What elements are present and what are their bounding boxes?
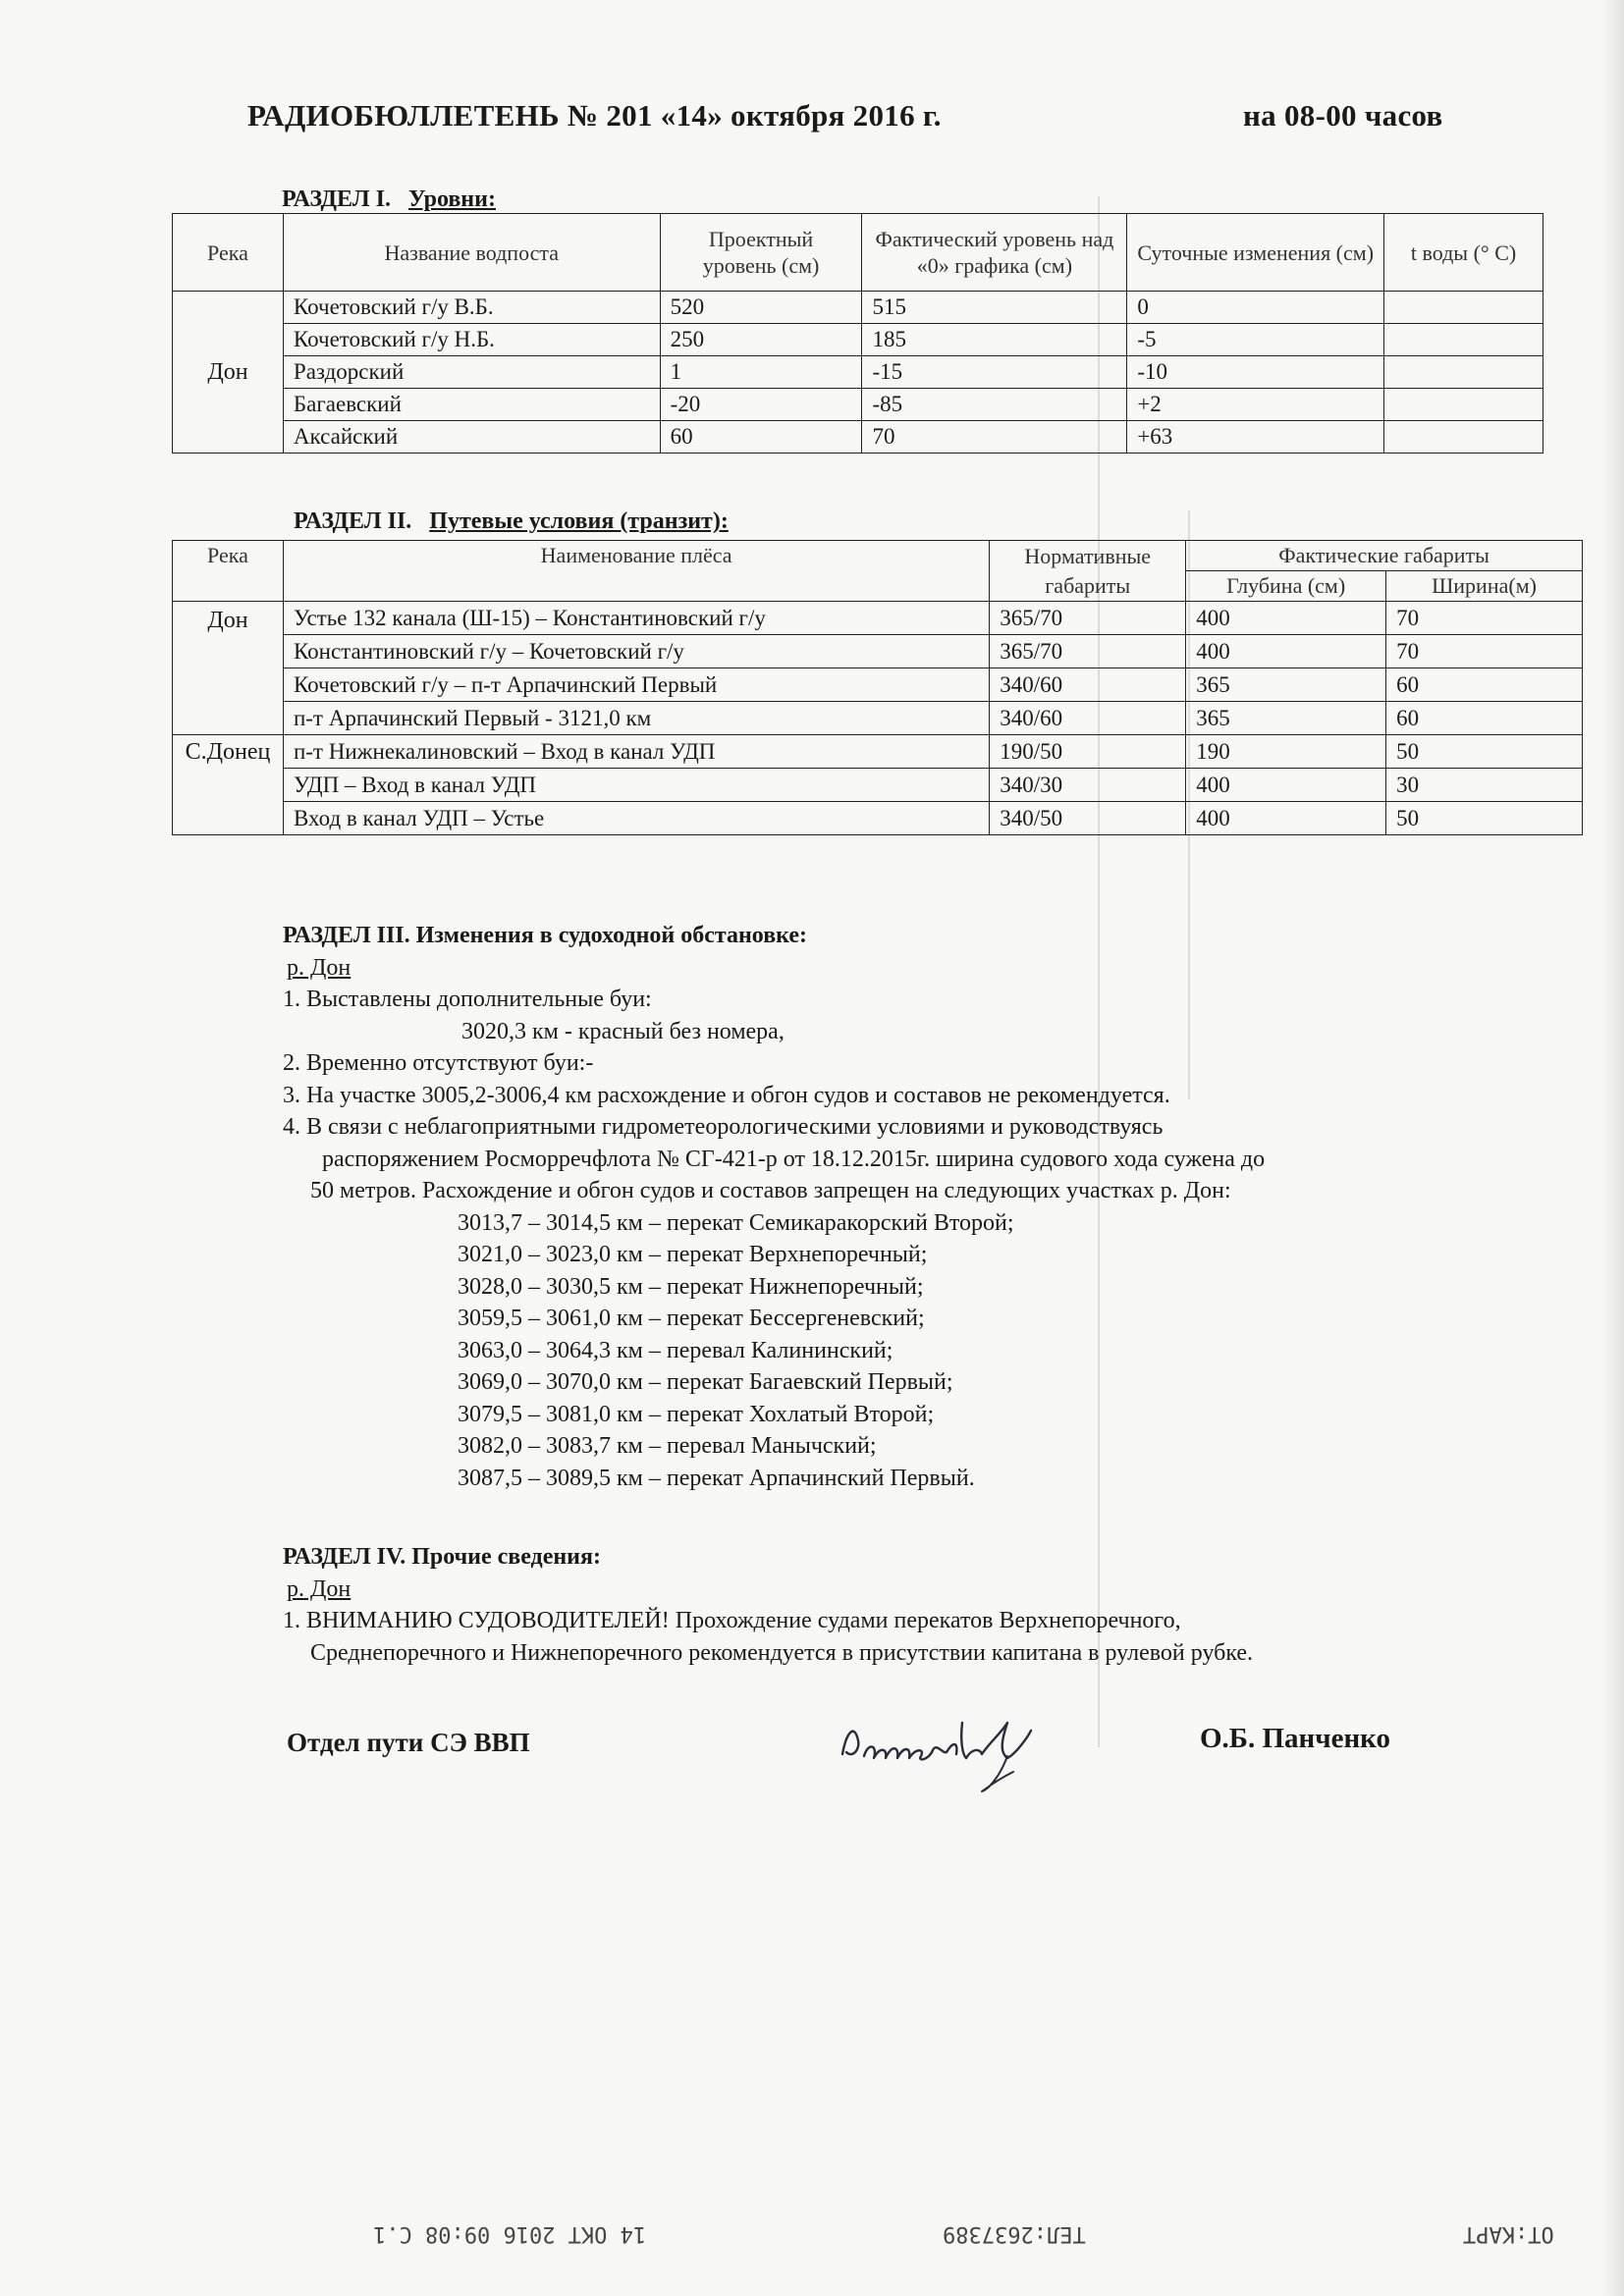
col-header-norm: Нормативные габариты — [990, 541, 1186, 602]
depth: 190 — [1186, 735, 1386, 769]
table-row — [173, 421, 1543, 454]
restricted-range: 3059,5 – 3061,0 км – перекат Бессергеневский; — [458, 1306, 925, 1331]
actual-level: -85 — [862, 389, 1127, 421]
design-level: -20 — [660, 389, 862, 421]
water-temp — [1384, 324, 1543, 356]
daily-change: +63 — [1127, 421, 1384, 454]
depth: 365 — [1186, 668, 1386, 702]
levels-table — [172, 213, 1543, 454]
water-temp — [1384, 292, 1543, 324]
river-cell: С.Донец — [173, 735, 284, 835]
col-header-reach: Наименование плёса — [283, 541, 989, 602]
col-header-daily-change: Суточные изменения (см) — [1127, 214, 1384, 292]
width: 60 — [1386, 702, 1583, 735]
actual-level: 70 — [862, 421, 1127, 454]
col-header-river: Река — [173, 541, 284, 602]
norm-dims: 190/50 — [990, 735, 1186, 769]
section2-title: Путевые условия (транзит): — [429, 508, 729, 534]
section3-item4-line2: распоряжением Росморречфлота № СГ-421-р от 18.12.2015г. ширина судового хода сужена до — [322, 1146, 1266, 1172]
fax-from: ОТ:КАРТ — [1463, 2221, 1554, 2246]
table-row — [173, 356, 1543, 389]
design-level: 60 — [660, 421, 862, 454]
table-row — [173, 735, 1583, 769]
reach-name: УДП – Вход в канал УДП — [283, 769, 989, 802]
section3-item2: 2. Временно отсутствуют буи:- — [283, 1050, 594, 1076]
section1-label: РАЗДЕЛ I. — [282, 187, 391, 212]
section4-title: РАЗДЕЛ IV. Прочие сведения: — [283, 1544, 601, 1570]
design-level: 520 — [660, 292, 862, 324]
restricted-range: 3063,0 – 3064,3 км – перевал Калининский; — [458, 1337, 893, 1363]
table-row — [173, 702, 1583, 735]
restricted-range: 3087,5 – 3089,5 км – перекат Арпачинский Первый. — [458, 1465, 975, 1491]
river-cell: Дон — [173, 602, 284, 735]
section3-item4-line1: 4. В связи с неблагоприятными гидрометеорологическими условиями и руководствуясь — [283, 1114, 1164, 1140]
department-name: Отдел пути СЭ ВВП — [287, 1728, 530, 1757]
section2-label: РАЗДЕЛ II. — [294, 508, 412, 534]
section3 — [283, 920, 1265, 1494]
col-header-depth: Глубина (см) — [1186, 571, 1386, 602]
col-header-water-temp: t воды (° С) — [1384, 214, 1543, 292]
width: 60 — [1386, 668, 1583, 702]
table-row — [173, 389, 1543, 421]
scan-edge-shadow — [1602, 0, 1624, 2296]
reach-name: Устье 132 канала (Ш-15) – Константиновский г/у — [283, 602, 989, 635]
width: 50 — [1386, 735, 1583, 769]
col-header-width: Ширина(м) — [1386, 571, 1583, 602]
bulletin-title: РАДИОБЮЛЛЕТЕНЬ № 201 «14» октября 2016 г. — [247, 98, 942, 133]
norm-dims: 340/30 — [990, 769, 1186, 802]
norm-dims: 340/60 — [990, 668, 1186, 702]
restricted-range: 3082,0 – 3083,7 км – перевал Манычский; — [458, 1433, 877, 1459]
water-temp — [1384, 389, 1543, 421]
daily-change: -10 — [1127, 356, 1384, 389]
depth: 400 — [1186, 802, 1386, 835]
col-header-actual-level: Фактический уровень над «0» графика (см) — [862, 214, 1127, 292]
section3-item3: 3. На участке 3005,2-3006,4 км расхождение и обгон судов и составов не рекомендуется. — [283, 1082, 1170, 1108]
daily-change: +2 — [1127, 389, 1384, 421]
fax-phone: ТЕЛ:2637389 — [943, 2221, 1086, 2246]
post-name: Раздорский — [283, 356, 660, 389]
section4 — [283, 1541, 1253, 1669]
route-conditions-table — [172, 540, 1583, 835]
depth: 400 — [1186, 602, 1386, 635]
route-table-header-top — [173, 541, 1583, 571]
col-header-actual-dims: Фактические габариты — [1186, 541, 1583, 571]
table-row — [173, 635, 1583, 668]
levels-table-header — [173, 214, 1543, 292]
depth: 400 — [1186, 635, 1386, 668]
post-name: Кочетовский г/у В.Б. — [283, 292, 660, 324]
design-level: 250 — [660, 324, 862, 356]
norm-dims: 365/70 — [990, 602, 1186, 635]
section4-river: р. Дон — [287, 1575, 352, 1602]
restricted-range: 3069,0 – 3070,0 км – перекат Багаевский Первый; — [458, 1369, 953, 1395]
signer-name: О.Б. Панченко — [1200, 1723, 1391, 1754]
table-row — [173, 668, 1583, 702]
post-name: Кочетовский г/у Н.Б. — [283, 324, 660, 356]
fax-date: 14 ОКТ 2016 09:08 С.1 — [373, 2221, 647, 2246]
reach-name: Кочетовский г/у – п-т Арпачинский Первый — [283, 668, 989, 702]
depth: 400 — [1186, 769, 1386, 802]
section2-heading — [294, 508, 729, 535]
section1-heading — [282, 187, 496, 213]
fax-header-line — [0, 2221, 1624, 2251]
norm-dims: 365/70 — [990, 635, 1186, 668]
reach-name: Константиновский г/у – Кочетовский г/у — [283, 635, 989, 668]
bulletin-title-row — [247, 98, 1504, 133]
bulletin-time: на 08-00 часов — [1243, 98, 1443, 133]
design-level: 1 — [660, 356, 862, 389]
norm-dims: 340/50 — [990, 802, 1186, 835]
width: 50 — [1386, 802, 1583, 835]
table-row — [173, 802, 1583, 835]
restricted-range: 3021,0 – 3023,0 км – перекат Верхнепоречный; — [458, 1242, 928, 1267]
post-name: Аксайский — [283, 421, 660, 454]
depth: 365 — [1186, 702, 1386, 735]
table-row — [173, 602, 1583, 635]
water-temp — [1384, 421, 1543, 454]
post-name: Багаевский — [283, 389, 660, 421]
actual-level: -15 — [862, 356, 1127, 389]
restricted-range: 3013,7 – 3014,5 км – перекат Семикаракорский Второй; — [458, 1209, 1014, 1236]
restricted-range: 3079,5 – 3081,0 км – перекат Хохлатый Второй; — [458, 1401, 935, 1427]
table-row — [173, 769, 1583, 802]
section3-item4-line3: 50 метров. Расхождение и обгон судов и составов запрещен на следующих участках р. Дон: — [310, 1178, 1231, 1203]
table-row — [173, 324, 1543, 356]
reach-name: п-т Нижнекалиновский – Вход в канал УДП — [283, 735, 989, 769]
width: 70 — [1386, 602, 1583, 635]
handwritten-signature — [835, 1693, 1070, 1801]
width: 30 — [1386, 769, 1583, 802]
restricted-range: 3028,0 – 3030,5 км – перекат Нижнепоречный; — [458, 1273, 924, 1300]
water-temp — [1384, 356, 1543, 389]
col-header-post: Название водпоста — [283, 214, 660, 292]
section4-item1-line1: 1. ВНИМАНИЮ СУДОВОДИТЕЛЕЙ! Прохождение судами перекатов Верхнепоречного, — [283, 1608, 1181, 1633]
table-row — [173, 292, 1543, 324]
daily-change: -5 — [1127, 324, 1384, 356]
norm-dims: 340/60 — [990, 702, 1186, 735]
section4-item1-line2: Среднепоречного и Нижнепоречного рекомендуется в присутствии капитана в рулевой рубке. — [310, 1639, 1254, 1666]
actual-level: 515 — [862, 292, 1127, 324]
col-header-river: Река — [173, 214, 284, 292]
actual-level: 185 — [862, 324, 1127, 356]
section3-river: р. Дон — [287, 954, 352, 981]
section3-item1: 1. Выставлены дополнительные буи: — [283, 987, 652, 1012]
daily-change: 0 — [1127, 292, 1384, 324]
col-header-design-level: Проектный уровень (см) — [660, 214, 862, 292]
section3-buoy: 3020,3 км - красный без номера, — [461, 1018, 785, 1044]
river-cell: Дон — [173, 292, 284, 454]
width: 70 — [1386, 635, 1583, 668]
reach-name: Вход в канал УДП – Устье — [283, 802, 989, 835]
section3-title: РАЗДЕЛ III. Изменения в судоходной обстановке: — [283, 923, 808, 948]
reach-name: п-т Арпачинский Первый - 3121,0 км — [283, 702, 989, 735]
section1-title: Уровни: — [407, 187, 496, 212]
